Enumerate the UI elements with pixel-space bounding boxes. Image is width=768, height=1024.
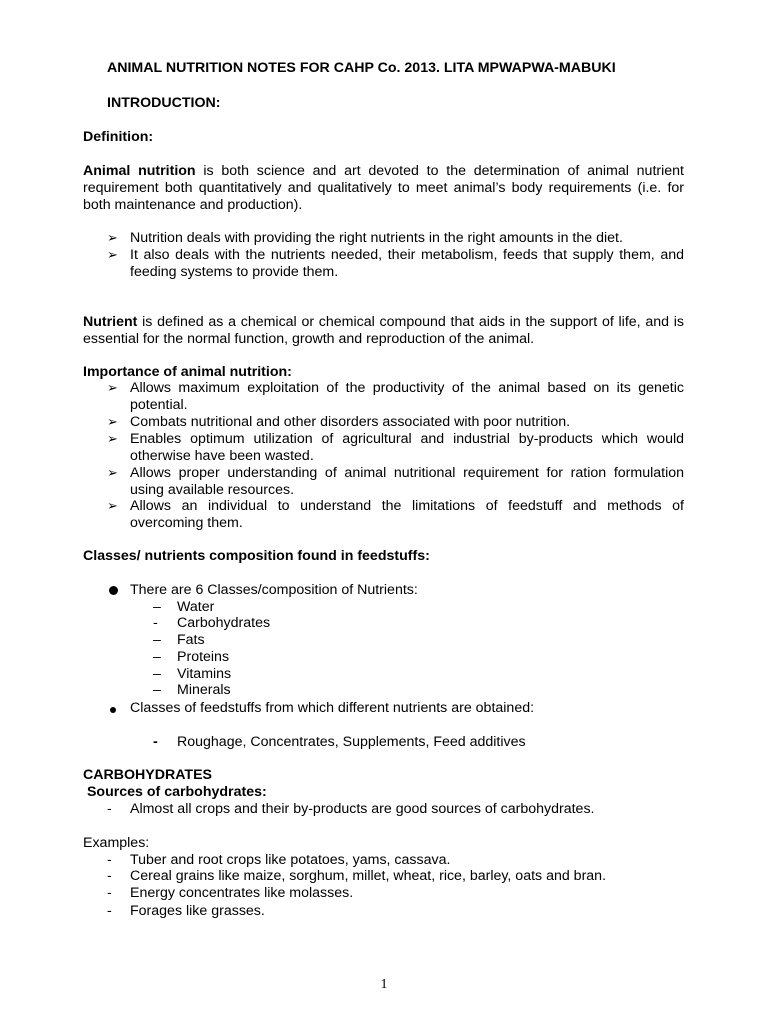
- example-item: Energy concentrates like molasses.: [130, 885, 354, 901]
- sources-point: Almost all crops and their by-products are good sources of carbohydrates.: [130, 801, 595, 817]
- dash-marker: -: [153, 734, 158, 750]
- nutrient-term: Nutrient: [83, 314, 138, 330]
- document-title: ANIMAL NUTRITION NOTES FOR CAHP Co. 2013. LITA MPWAPWA-MABUKI: [107, 60, 616, 76]
- example-item: Tuber and root crops like potatoes, yams, cassava.: [130, 852, 451, 868]
- dash-marker: -: [153, 615, 158, 631]
- classes-heading: Classes/ nutrients composition found in feedstuffs:: [83, 548, 430, 564]
- nutrient-class-item: Carbohydrates: [177, 615, 271, 631]
- six-classes-intro: There are 6 Classes/composition of Nutrients:: [130, 582, 418, 598]
- arrow-bullet-icon: ➢: [107, 230, 118, 245]
- hyphen-marker: -: [107, 903, 112, 919]
- nutrient-class-item: Fats: [177, 632, 205, 648]
- example-item: Cereal grains like maize, sorghum, millet, wheat, rice, barley, oats and bran.: [130, 868, 607, 884]
- importance-point: Allows proper understanding of animal nutritional requirement for ration formulation using available resources.: [130, 465, 684, 498]
- dash-marker: –: [153, 632, 161, 648]
- arrow-bullet-icon: ➢: [107, 465, 118, 480]
- hyphen-marker: -: [107, 885, 112, 901]
- nutrient-class-item: Proteins: [177, 649, 230, 665]
- importance-point: Allows maximum exploitation of the productivity of the animal based on its genetic potential.: [130, 380, 684, 413]
- importance-point: Enables optimum utilization of agricultural and industrial by-products which would otherwise have been wasted.: [130, 431, 684, 464]
- arrow-bullet-icon: ➢: [107, 414, 118, 429]
- arrow-bullet-icon: ➢: [107, 380, 118, 395]
- feedstuff-classes-intro: Classes of feedstuffs from which different nutrients are obtained:: [130, 700, 535, 716]
- examples-heading: Examples:: [83, 835, 150, 851]
- dash-marker: –: [153, 682, 161, 698]
- hyphen-marker: -: [107, 852, 112, 868]
- nutrient-class-item: Water: [177, 599, 215, 615]
- arrow-bullet-icon: ➢: [107, 431, 118, 446]
- dash-marker: –: [153, 666, 161, 682]
- nutrient-definition: is defined as a chemical or chemical compound that aids in the support of life, and is essential for the normal function, growth and reproduction of the animal.: [83, 314, 684, 347]
- animal-nutrition-term: Animal nutrition: [83, 163, 196, 179]
- arrow-bullet-icon: ➢: [107, 498, 118, 513]
- introduction-heading: INTRODUCTION:: [107, 95, 221, 111]
- sources-heading: Sources of carbohydrates:: [83, 784, 267, 800]
- importance-heading: Importance of animal nutrition:: [83, 364, 292, 380]
- importance-point: Allows an individual to understand the limitations of feedstuff and methods of overcoming them.: [130, 498, 684, 531]
- nutrient-class-item: Minerals: [177, 682, 231, 698]
- animal-nutrition-paragraph: [83, 163, 684, 214]
- dash-marker: –: [153, 599, 161, 615]
- nutrient-paragraph: [83, 314, 684, 348]
- nutrient-class-item: Vitamins: [177, 666, 232, 682]
- animal-nutrition-definition: is both science and art devoted to the determination of animal nutrient requirement both quantitatively and qualitatively to meet animal’s body requirements (i.e. for both maintenance and production).: [83, 163, 684, 213]
- importance-point: Combats nutritional and other disorders associated with poor nutrition.: [130, 414, 571, 430]
- carbohydrates-heading: CARBOHYDRATES: [83, 767, 213, 783]
- small-round-bullet-icon: [110, 707, 116, 713]
- definition-heading: Definition:: [83, 129, 154, 145]
- feedstuff-classes-list: Roughage, Concentrates, Supplements, Feed additives: [177, 734, 526, 750]
- dash-marker: –: [153, 649, 161, 665]
- page-number: 1: [380, 977, 388, 992]
- nutrition-point: Nutrition deals with providing the right nutrients in the right amounts in the diet.: [130, 230, 623, 246]
- arrow-bullet-icon: ➢: [107, 247, 118, 262]
- hyphen-marker: -: [107, 801, 112, 817]
- example-item: Forages like grasses.: [130, 903, 265, 919]
- nutrition-point: It also deals with the nutrients needed, their metabolism, feeds that supply them, and feeding systems to provide them.: [130, 247, 684, 280]
- round-bullet-icon: [109, 586, 118, 595]
- hyphen-marker: -: [107, 868, 112, 884]
